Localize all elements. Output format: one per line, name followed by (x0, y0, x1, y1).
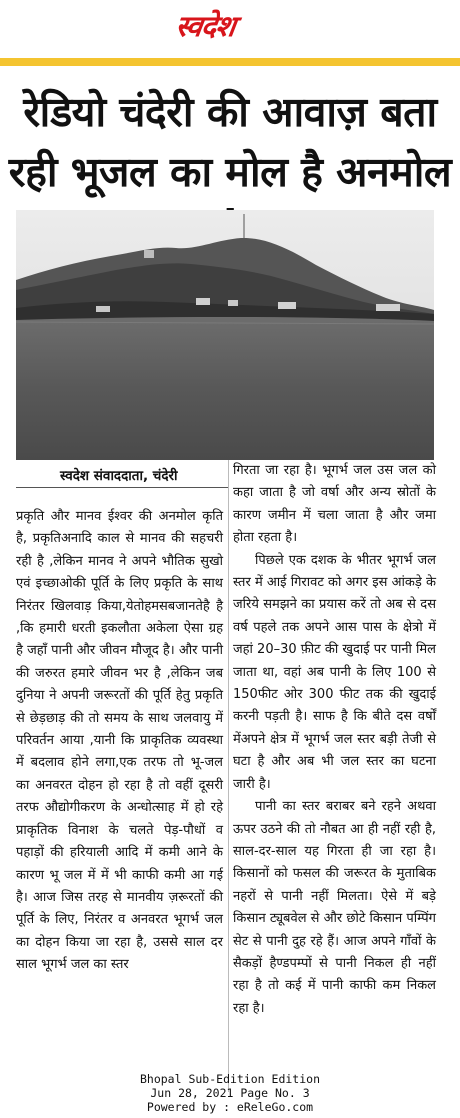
edition-label: Bhopal Sub-Edition Edition (139, 1072, 320, 1086)
article-paragraph: पिछले एक दशक के भीतर भूगर्भ जल स्तर में आई गिरावट को अगर इस आंकड़े के जरिये समझने का प्रयास करें तो अब से दस वर्ष पहले तक अपने आस पास के क्षेत्रो में जहां 20–30 फ़ीट की खुदाई पर पानी मिल जाता था, वहां अब पानी के लिए 100 से 150फीट ओर 300 फीट तक की खुदाई करनी पड़ती है। साफ है कि बीते दस वर्षों मेंअपने क्षेत्र में भूगर्भ जल स्तर बड़ी तेजी से घटा है और अब भी जल स्तर का घटना जारी है। (233, 552, 436, 792)
byline-divider (16, 487, 228, 488)
article-photo (16, 210, 434, 460)
headline-line-2: रही भूजल का मोल है अनमोल (8, 148, 452, 196)
article-column-2 (233, 460, 436, 1020)
article-paragraph: पानी का स्तर बराबर बने रहने अथवा ऊपर उठने की तो नौबत आ ही नहीं रही है, साल-दर-साल यह गिरता ही जा रहा है। किसानों को फसल की जरूरत के मुताबिक नहरों से पानी नहीं मिलता। ऐसे में बड़े किसान ट्यूबवेल से और छोटे किसान पम्पिंग सेट से पानी दुह रहे हैं। आज अपने गाँवों के सैकड़ों हैण्डपम्पों से पानी निकल ही नहीं रहा है तो कई में पानी काफी कम निकल रहा है। (233, 799, 436, 1016)
article-paragraph: गिरता जा रहा है। भूगर्भ जल उस जल को कहा जाता है जो वर्षा और अन्य स्रोतों के कारण जमीन में चला जाता है और जमा होता रहता है। (233, 463, 436, 546)
lake-landscape-image (16, 210, 434, 460)
article-paragraph: प्रकृति और मानव ईश्वर की अनमोल कृति है, प्रकृतिअनादि काल से मानव की सहचरी रही है ,लेकिन मानव ने अपने भौतिक सुखो एवं इच्छाओकी पूर्ति के लिए प्रकृति के साथ निरंतर खिलवाड़ किया,येतोहमसबजानतेहै है ,कि हमारी धरती इकलौता अकेला ऐसा ग्रह है जहाँ पानी और जीवन मौजूद है। और पानी की जरुरत हमारे जीवन भर है ,लेकिन जब दुनिया ने अपनी जरूरतों की पूर्ति हेतु प्रकृति से छेड़छाड़ की तो समय के साथ जलवायु में परिवर्तन आया ,यानी कि प्राकृतिक व्यवस्था में बदलाव होने लगा,एक तरफ तो भू-जल का अनवरत दोहन हो रहा है तो वहीं दूसरी तरफ औद्योगीकरण के अन्धोत्साह में हो रहे प्राकृतिक विनाश के चलते पेड़-पौधों व पहाड़ों की हरियाली आदि में कमी आने के कारण भू जल में में भी काफी कमी आ गई है। आज जिस तरह से मानवीय ज़रूरतों की पूर्ति के लिए, निरंतर व अनवरत भूगर्भ जल का दोहन किया जा रहा है, उससे साल दर साल भूगर्भ जल का स्तर (16, 509, 223, 973)
masthead-rule (0, 58, 460, 66)
newspaper-logo: स्वदेश (173, 9, 237, 43)
byline: स्वदेश संवाददाता, चंदेरी (60, 468, 178, 484)
powered-by-label: Powered by : eReleGo.com (146, 1100, 314, 1114)
column-divider (228, 460, 229, 1092)
article-column-1 (16, 506, 223, 977)
headline-line-1: रेडियो चंदेरी की आवाज़ बता (23, 88, 437, 136)
date-page-label: Jun 28, 2021 Page No. 3 (150, 1086, 310, 1100)
masthead (0, 0, 460, 58)
